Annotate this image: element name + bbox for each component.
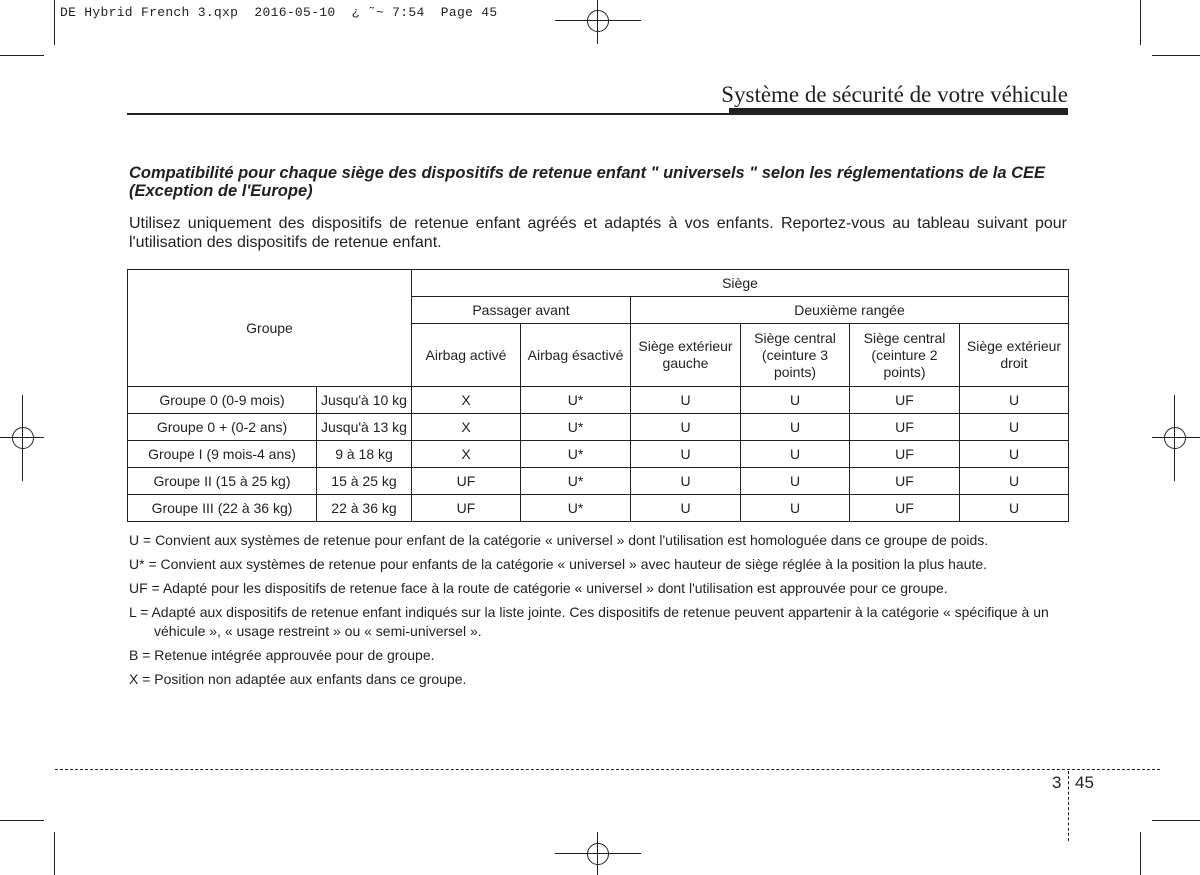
legend-note: B = Retenue intégrée approuvée pour de groupe. <box>129 647 435 663</box>
group-cell: Groupe II (15 à 25 kg) <box>128 468 317 495</box>
legend-note: U* = Convient aux systèmes de retenue pour enfants de la catégorie « universel » avec hauteur de siège réglée à la position la plus haute. <box>129 556 988 572</box>
chapter-number: 3 <box>1052 773 1062 792</box>
value-cell: U <box>960 387 1069 414</box>
crop-mark <box>54 0 55 45</box>
value-cell: U <box>960 441 1069 468</box>
crop-mark <box>1140 832 1141 875</box>
siege-header: Siège <box>412 270 1069 297</box>
value-cell: U <box>960 468 1069 495</box>
value-cell: U <box>631 495 741 522</box>
section-title: Système de sécurité de votre véhicule <box>721 82 1068 107</box>
table-row <box>128 387 1069 414</box>
crop-mark <box>1140 0 1141 45</box>
legend-note: UF = Adapté pour les dispositifs de retenue face à la route de catégorie « universel » dont l'utilisation est approuvée pour ce groupe. <box>129 580 948 596</box>
footer-dashed-divider <box>1068 771 1069 841</box>
value-cell: UF <box>850 495 960 522</box>
value-cell: UF <box>850 387 960 414</box>
crop-mark <box>0 820 44 821</box>
weight-cell: 15 à 25 kg <box>317 468 412 495</box>
legend-note: X = Position non adaptée aux enfants dans ce groupe. <box>129 671 467 687</box>
table-row <box>128 414 1069 441</box>
table-row <box>128 495 1069 522</box>
value-cell: U <box>631 468 741 495</box>
legend-note: L = Adapté aux dispositifs de retenue enfant indiqués sur la liste jointe. Ces dispositifs de retenue peuvent appartenir à la catégorie « spécifique à un véhicule », « usage restreint » ou « semi-universel ». <box>129 604 1049 639</box>
crop-mark <box>1152 820 1200 821</box>
value-cell: U* <box>521 495 631 522</box>
legend-notes <box>129 531 1069 694</box>
value-cell: X <box>412 441 521 468</box>
legend-note: U = Convient aux systèmes de retenue pour enfant de la catégorie « universel » dont l'utilisation est homologuée dans ce groupe de poids. <box>129 532 989 548</box>
value-cell: U <box>960 495 1069 522</box>
value-cell: X <box>412 414 521 441</box>
table-row <box>128 468 1069 495</box>
column-header: Siège central (ceinture 3 points) <box>741 324 850 387</box>
header-rule-accent <box>729 108 1068 115</box>
value-cell: UF <box>412 495 521 522</box>
groupe-header: Groupe <box>128 270 412 387</box>
table-row <box>128 441 1069 468</box>
value-cell: U* <box>521 441 631 468</box>
value-cell: U <box>741 468 850 495</box>
value-cell: U <box>741 495 850 522</box>
column-header: Siège extérieur gauche <box>631 324 741 387</box>
weight-cell: Jusqu'à 13 kg <box>317 414 412 441</box>
print-slug: DE Hybrid French 3.qxp 2016-05-10 ¿ ˜~ 7:54 Page 45 <box>60 5 498 20</box>
value-cell: UF <box>412 468 521 495</box>
deuxieme-rangee-header: Deuxième rangée <box>631 297 1069 324</box>
column-header: Airbag activé <box>412 324 521 387</box>
value-cell: U <box>631 414 741 441</box>
crop-mark <box>0 55 44 56</box>
weight-cell: 9 à 18 kg <box>317 441 412 468</box>
column-header: Airbag ésactivé <box>521 324 631 387</box>
value-cell: U* <box>521 387 631 414</box>
group-cell: Groupe III (22 à 36 kg) <box>128 495 317 522</box>
compatibility-table <box>127 269 1069 522</box>
value-cell: X <box>412 387 521 414</box>
value-cell: UF <box>850 468 960 495</box>
value-cell: U <box>741 414 850 441</box>
weight-cell: Jusqu'à 10 kg <box>317 387 412 414</box>
group-cell: Groupe 0 + (0-2 ans) <box>128 414 317 441</box>
value-cell: UF <box>850 441 960 468</box>
weight-cell: 22 à 36 kg <box>317 495 412 522</box>
column-header: Siège extérieur droit <box>960 324 1069 387</box>
intro-paragraph: Utilisez uniquement des dispositifs de retenue enfant agréés et adaptés à vos enfants. Reportez-vous au tableau suivant pour l'utilisation des dispositifs de retenue enfant. <box>129 215 1067 251</box>
value-cell: U <box>960 414 1069 441</box>
passager-avant-header: Passager avant <box>412 297 631 324</box>
column-header: Siège central (ceinture 2 points) <box>850 324 960 387</box>
footer-dashed-rule <box>55 769 1160 770</box>
value-cell: U <box>631 441 741 468</box>
group-cell: Groupe I (9 mois-4 ans) <box>128 441 317 468</box>
value-cell: U <box>631 387 741 414</box>
value-cell: U* <box>521 414 631 441</box>
value-cell: U* <box>521 468 631 495</box>
value-cell: U <box>741 441 850 468</box>
crop-mark <box>54 832 55 875</box>
page-number: 45 <box>1075 773 1094 792</box>
crop-mark <box>1152 55 1200 56</box>
value-cell: U <box>741 387 850 414</box>
group-cell: Groupe 0 (0-9 mois) <box>128 387 317 414</box>
subheading: Compatibilité pour chaque siège des dispositifs de retenue enfant " universels " selon les réglementations de la CEE (Exception de l'Europe) <box>129 164 1046 200</box>
value-cell: UF <box>850 414 960 441</box>
